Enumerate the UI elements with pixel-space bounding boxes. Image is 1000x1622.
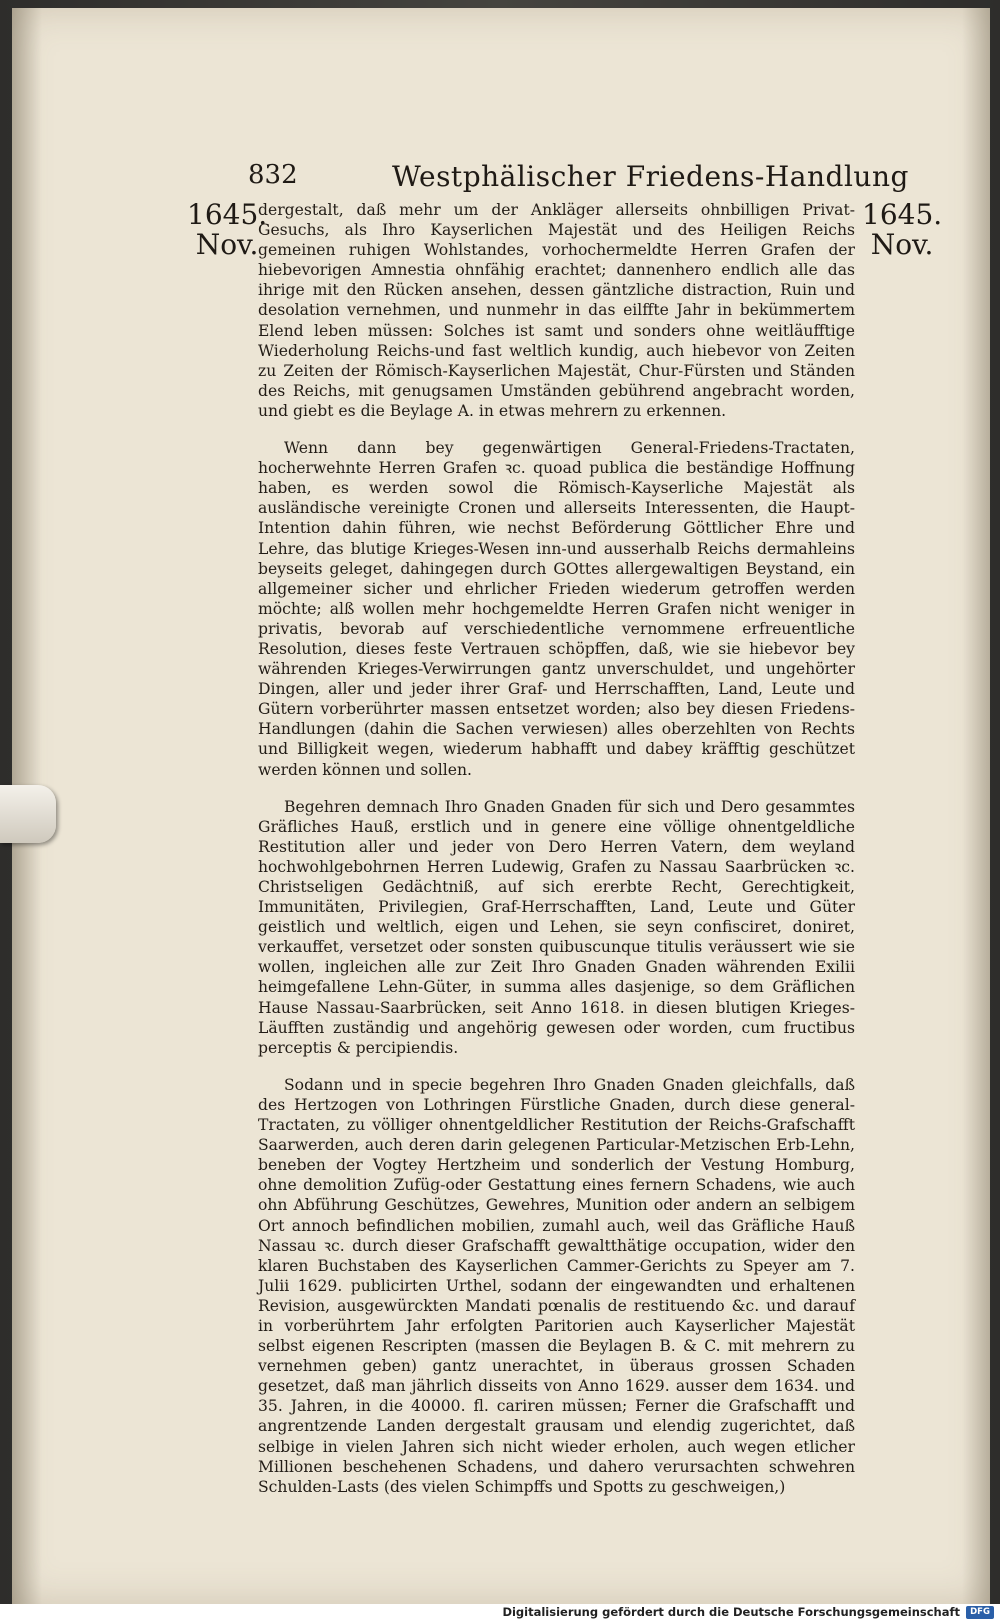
margin-year-left: 1645. [187,198,268,231]
margin-note-right [862,200,942,260]
body-text [258,200,855,1497]
page-number: 832 [248,160,298,190]
book-clip [0,785,56,843]
footer-credit: Digitalisierung gefördert durch die Deutsche Forschungsgemeinschaft [502,1605,960,1619]
scanned-page [12,8,990,1604]
dfg-logo-icon: DFG [966,1606,994,1619]
margin-note-left [187,200,267,260]
paragraph-1: dergestalt, daß mehr um der Ankläger allerseits ohnbilligen Privat-Gesuchs, als Ihro Kayserlichen Majestät und des Heiligen Reichs gemeinen ruhigen Wohlstandes, vorhochermeldte Herren Grafen der hiebevorigen Amnestia ohnfähig erachtet; dannenhero endlich alle das ihrige mit den Rücken ansehen, dessen gäntzliche distraction, Ruin und desolation vernehmen, und nunmehr in das eilffte Jahr in bekümmertem Elend leben müssen: Solches ist samt und sonders ohne weitläufftige Wiederholung Reichs-und fast weltlich kundig, auch hiebevor von Zeiten zu Zeiten der Römisch-Kayserlichen Majestät, Chur-Fürsten und Ständen des Reichs, mit genugsamen Umständen gebührend angebracht worden, und giebt es die Beylage A. in etwas mehrern zu erkennen. [258,201,855,420]
footer-bar [0,1604,1000,1622]
margin-month-right: Nov. [870,228,934,261]
paragraph-2: Wenn dann bey gegenwärtigen General-Friedens-Tractaten, hocherwehnte Herren Grafen ꝛc. quoad publica die beständige Hoffnung haben, es werden sowol die Römisch-Kayserliche Majestät als ausländische vereinigte Cronen und allerseits Interessenten, die Haupt-Intention dahin führen, wie nechst Beförderung Göttlicher Ehre und Lehre, das blutige Krieges-Wesen inn-und ausserhalb Reichs dermahleins beyseits geleget, dahingegen durch GOttes allergewaltigen Beystand, ein allgemeiner sicher und ehrlicher Frieden wiederum getroffen werden möchte; alß wollen mehr hochgemeldte Herren Grafen nicht weniger in privatis, bevorab auf verschiedentliche vernommene erfreuentliche Resolution, dieses feste Vertrauen schöpffen, daß, wie sie hiebevor bey währenden Krieges-Verwirrungen gantz unverschuldet, und ungehörter Dingen, aller und jeder ihrer Graf- und Herrschafften, Land, Leute und Gütern vorberührter massen entsetzet worden; also bey diesen Friedens-Handlungen (dahin die Sachen verwiesen) alles oberzehlten von Rechts und Billigkeit wegen, wiederum habhafft und dabey kräfftig geschützet werden können und sollen. [258,439,855,779]
paragraph-3: Begehren demnach Ihro Gnaden Gnaden für sich und Dero gesammtes Gräfliches Hauß, erstlich und in genere eine völlige ohnentgeldliche Restitution aller und jeder von Dero Herren Vatern, dem weyland hochwohlgebohrnen Herren Ludewig, Grafen zu Nassau Saarbrücken ꝛc. Christseligen Gedächtniß, auf sich ererbte Recht, Gerechtigkeit, Immunitäten, Privilegien, Graf-Herrschafften, Land, Leute und Güter geistlich und weltlich, eigen und Lehen, sie seyn confisciret, doniret, verkauffet, versetzet oder sonsten quibuscunque titulis veräussert wie sie wollen, ingleichen alle zur Zeit Ihro Gnaden Gnaden währenden Exilii heimgefallene Lehn-Güter, in summa alles dasjenige, so dem Gräflichen Hause Nassau-Saarbrücken, seit Anno 1618. in diesen blutigen Krieges-Läufften zuständig und angehörig gewesen oder worden, cum fructibus perceptis & percipiendis. [258,797,855,1057]
running-title: Westphälischer Friedens-Handlung [392,160,909,193]
margin-month-left: Nov. [195,228,259,261]
page-header [12,160,990,200]
margin-year-right: 1645. [862,198,943,231]
page-edge-shadow [962,8,990,1604]
paragraph-4: Sodann und in specie begehren Ihro Gnaden Gnaden gleichfalls, daß des Hertzogen von Lothringen Fürstliche Gnaden, durch diese general-Tractaten, zu völliger ohnentgeldlicher Restitution der Reichs-Grafschafft Saarwerden, auch deren darin gelegenen Particular-Metzischen Erb-Lehn, beneben der Vogtey Hertzheim und sonderlich der Vestung Homburg, ohne demolition Zufüg-oder Gestattung eines fernern Schadens, wie auch ohn Abführung Geschützes, Gewehres, Munition oder andern an selbigem Ort annoch befindlichen mobilien, zumahl auch, weil das Gräfliche Hauß Nassau ꝛc. durch dieser Grafschafft gewaltthätige occupation, wider den klaren Buchstaben des Kayserlichen Cammer-Gerichts zu Speyer am 7. Julii 1629. publicirten Urthel, sodann der eingewandten und erhaltenen Revision, ausgewürckten Mandati pœnalis de restituendo &c. und darauf in vorberührtem Jahr erfolgten Paritorien auch Kayserlicher Majestät selbst eigenen Rescripten (massen die Beylagen B. & C. mit mehrern zu vernehmen geben) gantz unerachtet, in überaus grossen Schaden gesetzet, daß man jährlich disseits von Anno 1629. ausser dem 1634. und 35. Jahren, in die 40000. fl. cariren müssen; Ferner die Grafschafft und angrentzende Landen dergestalt grausam und elendig zugerichtet, daß selbige in vielen Jahren sich nicht wieder erholen, auch wegen etlicher Millionen beschehenen Schadens, und dahero verursachten schwehren Schulden-Lasts (des vielen Schimpffs und Spotts zu geschweigen,) [258,1075,855,1496]
